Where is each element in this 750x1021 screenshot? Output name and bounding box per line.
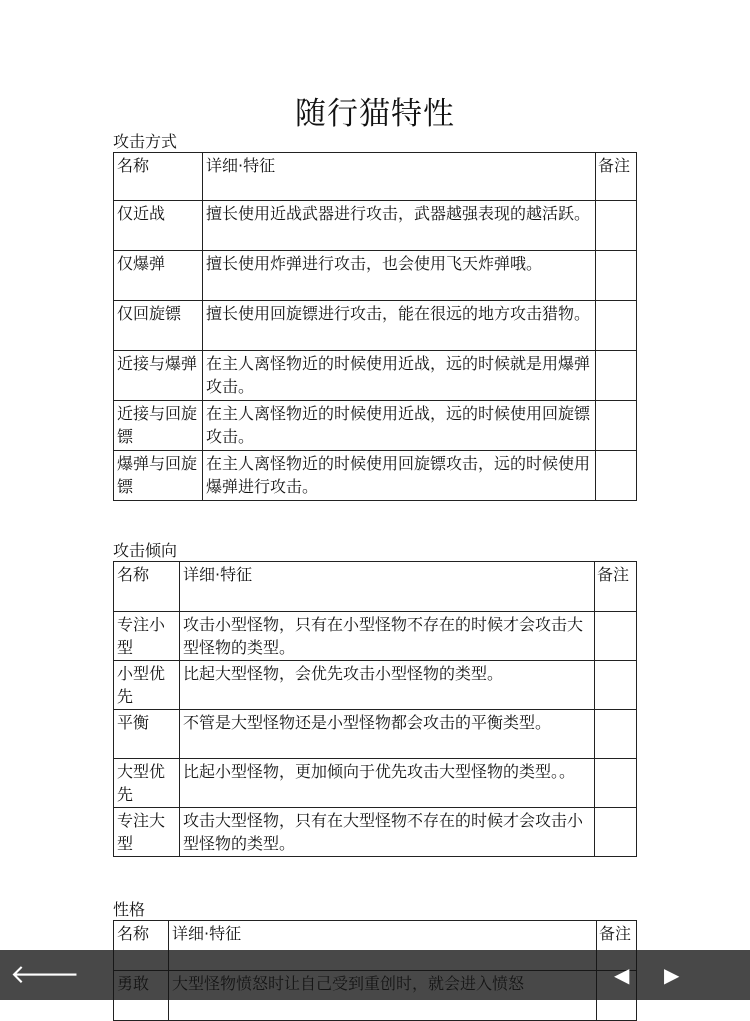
header-detail: 详细·特征 xyxy=(169,921,597,971)
header-name: 名称 xyxy=(114,562,180,612)
row-detail: 在主人离怪物近的时候使用回旋镖攻击，远的时候使用爆弹进行攻击。 xyxy=(203,451,596,501)
attack-style-table xyxy=(113,152,637,501)
table-row xyxy=(114,351,637,401)
table-row xyxy=(114,612,637,661)
table-row xyxy=(114,251,637,301)
row-detail: 擅长使用炸弹进行攻击，也会使用飞天炸弹哦。 xyxy=(203,251,596,301)
next-page-icon[interactable]: ▶ xyxy=(664,963,680,987)
row-note xyxy=(596,351,637,401)
header-detail: 详细·特征 xyxy=(203,153,596,201)
row-detail: 攻击小型怪物，只有在小型怪物不存在的时候才会攻击大型怪物的类型。 xyxy=(180,612,595,661)
table-header-row xyxy=(114,562,637,612)
prev-page-icon[interactable]: ◀ xyxy=(614,963,630,987)
header-detail: 详细·特征 xyxy=(180,562,595,612)
row-name: 近接与爆弹 xyxy=(114,351,203,401)
table-row xyxy=(114,301,637,351)
row-note xyxy=(595,710,637,759)
row-detail: 在主人离怪物近的时候使用近战，远的时候使用回旋镖攻击。 xyxy=(203,401,596,451)
table-row xyxy=(114,661,637,710)
section-heading: 攻击倾向 xyxy=(113,541,178,560)
header-note: 备注 xyxy=(597,921,637,971)
row-name: 近接与回旋镖 xyxy=(114,401,203,451)
row-name: 爆弹与回旋镖 xyxy=(114,451,203,501)
row-note xyxy=(596,451,637,501)
table-row xyxy=(114,451,637,501)
section-heading: 性格 xyxy=(113,900,146,919)
row-detail: 不管是大型怪物还是小型怪物都会攻击的平衡类型。 xyxy=(180,710,595,759)
row-note xyxy=(595,808,637,857)
row-name: 小型优先 xyxy=(114,661,180,710)
row-name: 平衡 xyxy=(114,710,180,759)
section-heading: 攻击方式 xyxy=(113,132,178,151)
table-row xyxy=(114,201,637,251)
row-note xyxy=(595,661,637,710)
row-name: 大型优先 xyxy=(114,759,180,808)
row-note xyxy=(595,759,637,808)
row-detail: 攻击大型怪物，只有在大型怪物不存在的时候才会攻击小型怪物的类型。 xyxy=(180,808,595,857)
table-header-row xyxy=(114,153,637,201)
row-note xyxy=(596,201,637,251)
row-name: 仅爆弹 xyxy=(114,251,203,301)
row-note xyxy=(596,301,637,351)
bottom-nav-bar xyxy=(0,950,750,1000)
attack-tendency-table xyxy=(113,561,637,857)
section-attack-style xyxy=(113,132,637,501)
section-attack-tendency xyxy=(113,541,637,857)
table-row xyxy=(114,710,637,759)
row-note xyxy=(596,401,637,451)
header-note: 备注 xyxy=(595,562,637,612)
row-detail: 擅长使用回旋镖进行攻击，能在很远的地方攻击猎物。 xyxy=(203,301,596,351)
row-detail: 擅长使用近战武器进行攻击，武器越强表现的越活跃。 xyxy=(203,201,596,251)
table-row xyxy=(114,759,637,808)
row-note xyxy=(596,251,637,301)
row-name: 仅近战 xyxy=(114,201,203,251)
row-name: 专注小型 xyxy=(114,612,180,661)
row-detail: 比起小型怪物，更加倾向于优先攻击大型怪物的类型。。 xyxy=(180,759,595,808)
header-name: 名称 xyxy=(114,153,203,201)
header-note: 备注 xyxy=(596,153,637,201)
row-detail: 比起大型怪物，会优先攻击小型怪物的类型。 xyxy=(180,661,595,710)
table-row xyxy=(114,808,637,857)
header-name: 名称 xyxy=(114,921,169,971)
row-name: 专注大型 xyxy=(114,808,180,857)
page-title: 随行猫特性 xyxy=(295,96,455,132)
row-note xyxy=(595,612,637,661)
row-name: 仅回旋镖 xyxy=(114,301,203,351)
table-row xyxy=(114,401,637,451)
back-arrow-icon[interactable]: 🡐 xyxy=(10,960,80,990)
row-detail: 在主人离怪物近的时候使用近战，远的时候就是用爆弹攻击。 xyxy=(203,351,596,401)
